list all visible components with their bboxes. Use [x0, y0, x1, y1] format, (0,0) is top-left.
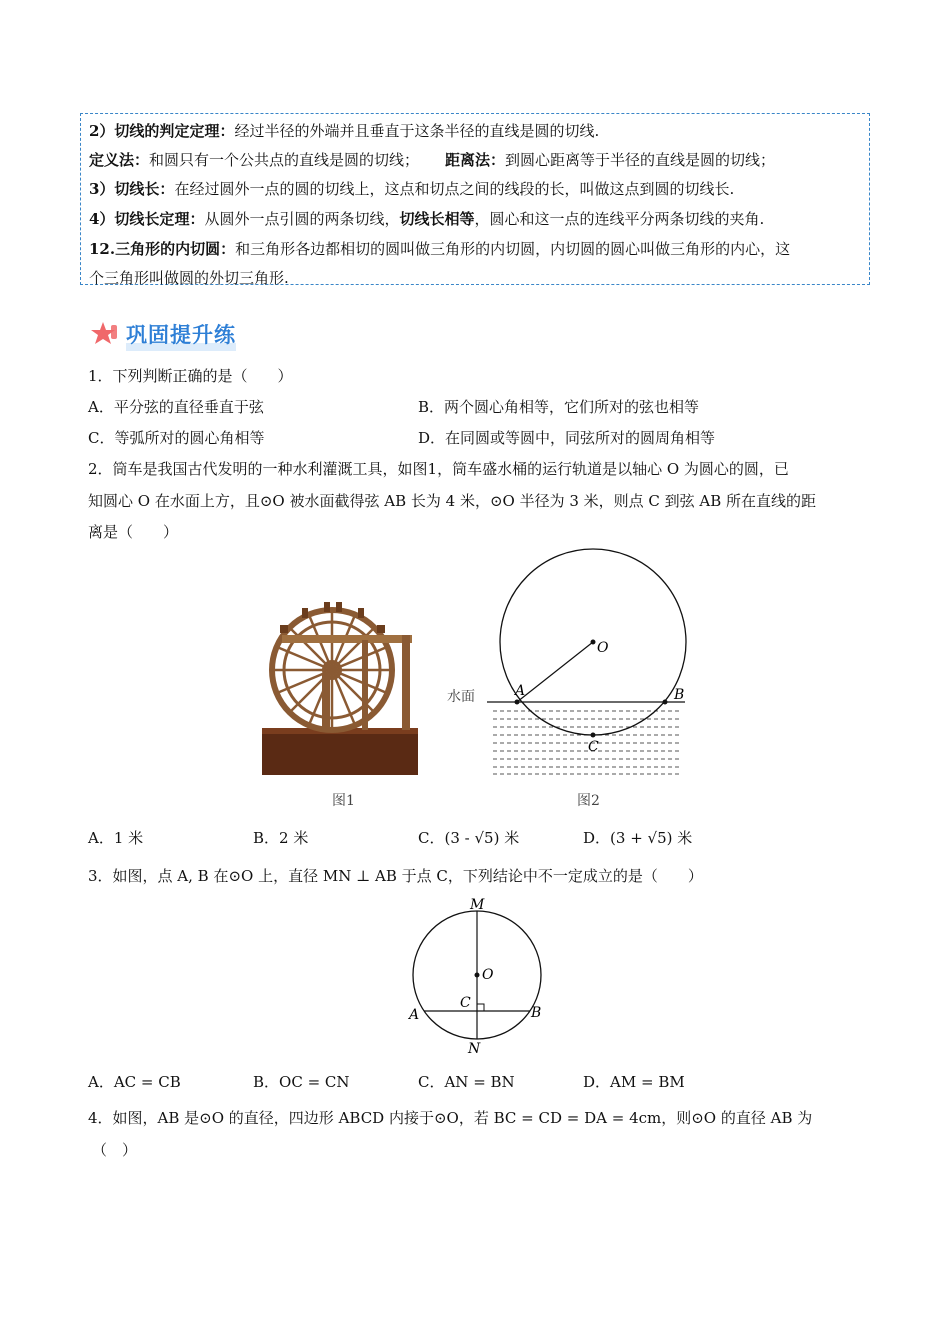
- label-O: O: [597, 640, 609, 656]
- q1-option-d[interactable]: D．在同圆或等圆中，同弦所对的圆周角相等: [418, 429, 716, 447]
- box-line-4-text-b: ，圆心和这一点的连线平分两条切线的夹角.: [474, 210, 765, 228]
- q1-option-a[interactable]: A．平分弦的直径垂直于弦: [88, 398, 264, 416]
- q3-option-b[interactable]: B．OC = CN: [253, 1073, 350, 1091]
- box-line-2: [89, 149, 775, 170]
- q3-option-d[interactable]: D．AM = BM: [583, 1073, 685, 1091]
- q2-line-2: 知圆心 O 在水面上方，且⊙O 被水面截得弦 AB 长为 4 米，⊙O 半径为 3 米，则点 C 到弦 AB 所在直线的距: [88, 492, 817, 510]
- box-line-1-text: 经过半径的外端并且垂直于这条半径的直线是圆的切线.: [234, 122, 600, 140]
- q2-option-a[interactable]: A．1 米: [88, 829, 144, 847]
- box-line-6-text: 个三角形叫做圆的外切三角形.: [89, 269, 289, 287]
- box-line-6: [89, 267, 289, 288]
- section-title: [90, 318, 236, 350]
- box-line-1-heading: 2）切线的判定定理：: [89, 122, 235, 140]
- box-line-1: [89, 120, 599, 141]
- section-title-text: 巩固提升练: [126, 319, 236, 349]
- box-line-2-text-a: 和圆只有一个公共点的直线是圆的切线；: [149, 151, 420, 169]
- box-line-2-heading-b: 距离法：: [445, 151, 506, 169]
- box-line-4-text-a: 从圆外一点引圆的两条切线，: [204, 210, 400, 228]
- water-surface-label: 水面: [447, 689, 475, 705]
- label-B: B: [674, 687, 685, 703]
- q1-option-b[interactable]: B．两个圆心角相等，它们所对的弦也相等: [418, 398, 700, 416]
- q3-figure: [395, 893, 555, 1058]
- label-A: A: [409, 1007, 420, 1023]
- q3-stem: 3．如图，点 A, B 在⊙O 上，直径 MN ⊥ AB 于点 C，下列结论中不一定成立的是（ ）: [88, 867, 703, 885]
- box-line-3-text: 在经过圆外一点的圆的切线上，这点和切点之间的线段的长，叫做这点到圆的切线长.: [174, 180, 735, 198]
- q2-figure-2: [445, 545, 690, 780]
- label-C: C: [588, 739, 599, 755]
- q2-option-b[interactable]: B．2 米: [253, 829, 309, 847]
- box-line-4: [89, 208, 764, 229]
- knowledge-box: [80, 113, 870, 285]
- label-O: O: [482, 967, 494, 983]
- box-line-5-heading: 12.三角形的内切圆：: [89, 240, 236, 258]
- label-N: N: [468, 1041, 481, 1057]
- label-M: M: [470, 897, 485, 913]
- q3-option-c[interactable]: C．AN = BN: [418, 1073, 515, 1091]
- q2-option-c[interactable]: C．(3 - √5) 米: [418, 829, 520, 847]
- box-line-2-text-b: 到圆心距离等于半径的直线是圆的切线；: [505, 151, 776, 169]
- water-wheel-photo: [262, 600, 418, 775]
- q3-option-a[interactable]: A．AC = CB: [88, 1073, 181, 1091]
- q4-line-2: （ ）: [92, 1141, 138, 1159]
- label-B: B: [531, 1005, 542, 1021]
- q1-stem: 1．下列判断正确的是（ ）: [88, 367, 293, 385]
- box-line-3: [89, 178, 734, 199]
- box-line-5-text: 和三角形各边都相切的圆叫做三角形的内切圆，内切圆的圆心叫做三角形的内心，这: [235, 240, 791, 258]
- box-line-4-heading-b: 切线长相等: [399, 210, 475, 228]
- q2-line-1: 2．筒车是我国古代发明的一种水利灌溉工具，如图1，筒车盛水桶的运行轨道是以轴心 O 为圆心的圆，已: [88, 460, 789, 478]
- q2-option-d[interactable]: D．(3 + √5) 米: [583, 829, 693, 847]
- box-line-5: [89, 238, 790, 259]
- star-icon: [90, 319, 120, 349]
- fig2-caption: 图2: [577, 793, 600, 809]
- box-line-3-heading: 3）切线长：: [89, 180, 175, 198]
- q1-option-c[interactable]: C．等弧所对的圆心角相等: [88, 429, 265, 447]
- fig1-caption: 图1: [332, 793, 355, 809]
- box-line-4-heading: 4）切线长定理：: [89, 210, 205, 228]
- q2-line-3: 离是（ ）: [88, 523, 179, 541]
- label-C: C: [460, 995, 471, 1011]
- label-A: A: [515, 683, 526, 699]
- box-line-2-heading-a: 定义法：: [89, 151, 150, 169]
- q4-line-1: 4．如图，AB 是⊙O 的直径，四边形 ABCD 内接于⊙O，若 BC = CD = DA = 4cm，则⊙O 的直径 AB 为: [88, 1109, 813, 1127]
